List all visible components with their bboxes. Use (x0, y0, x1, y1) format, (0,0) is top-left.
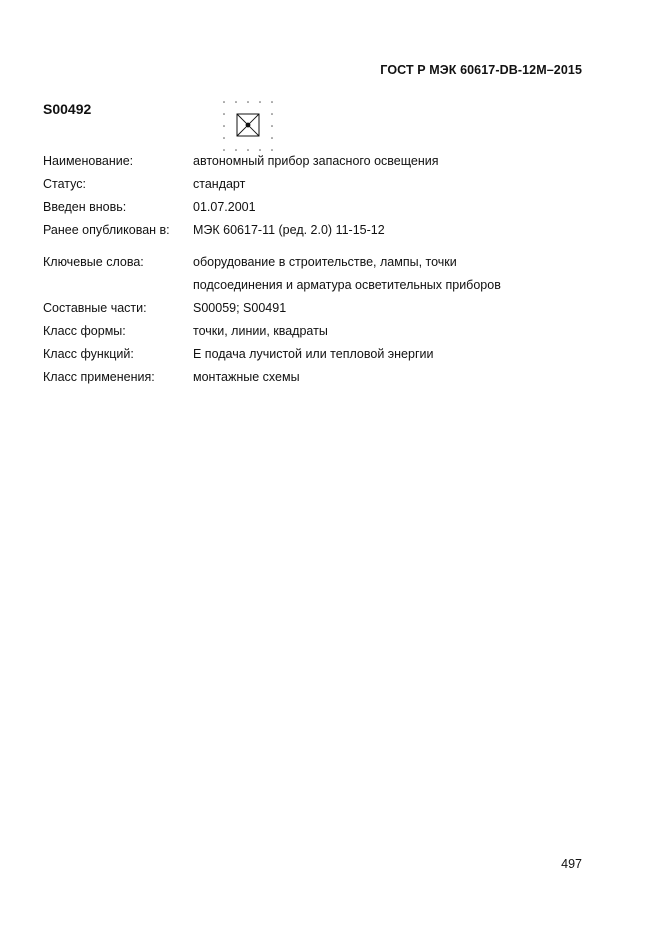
property-value-line: монтажные схемы (193, 370, 300, 384)
page-number: 497 (561, 857, 582, 871)
property-label: Составные части: (43, 301, 147, 315)
property-value-line: стандарт (193, 177, 246, 191)
property-label: Класс функций: (43, 347, 134, 361)
property-value (193, 196, 583, 219)
symbol-properties (43, 150, 583, 389)
property-row-keywords (43, 251, 583, 297)
property-value-line: подсоединения и арматура осветительных приборов (193, 278, 501, 292)
property-row-status (43, 173, 583, 196)
property-label: Введен вновь: (43, 200, 127, 214)
property-value-line: E подача лучистой или тепловой энергии (193, 347, 434, 361)
property-label: Класс формы: (43, 324, 126, 338)
property-row-function-class (43, 343, 583, 366)
property-row-introduced (43, 196, 583, 219)
property-value (193, 150, 583, 173)
property-value (193, 343, 583, 366)
property-value (193, 320, 583, 343)
property-value (193, 251, 583, 297)
property-row-previously-published (43, 219, 583, 242)
symbol-code: S00492 (43, 101, 92, 117)
property-label: Ключевые слова: (43, 255, 144, 269)
property-value-line: МЭК 60617-11 (ред. 2.0) 11-15-12 (193, 223, 385, 237)
property-label: Ранее опубликован в: (43, 223, 170, 237)
property-label: Наименование: (43, 154, 134, 168)
property-label: Класс применения: (43, 370, 155, 384)
property-row-components (43, 297, 583, 320)
document-header-title: ГОСТ Р МЭК 60617-DB-12M–2015 (380, 63, 582, 77)
property-label: Статус: (43, 177, 86, 191)
property-row-application-class (43, 366, 583, 389)
property-value (193, 173, 583, 196)
emergency-light-symbol-icon (218, 98, 278, 154)
property-row-name (43, 150, 583, 173)
property-value (193, 366, 583, 389)
property-value-line: оборудование в строительстве, лампы, точки (193, 255, 457, 269)
property-value-line: точки, линии, квадраты (193, 324, 328, 338)
property-value-line: автономный прибор запасного освещения (193, 154, 439, 168)
property-value (193, 297, 583, 320)
property-value-line: 01.07.2001 (193, 200, 256, 214)
property-row-shape-class (43, 320, 583, 343)
property-value (193, 219, 583, 242)
property-value-line: S00059; S00491 (193, 301, 287, 315)
